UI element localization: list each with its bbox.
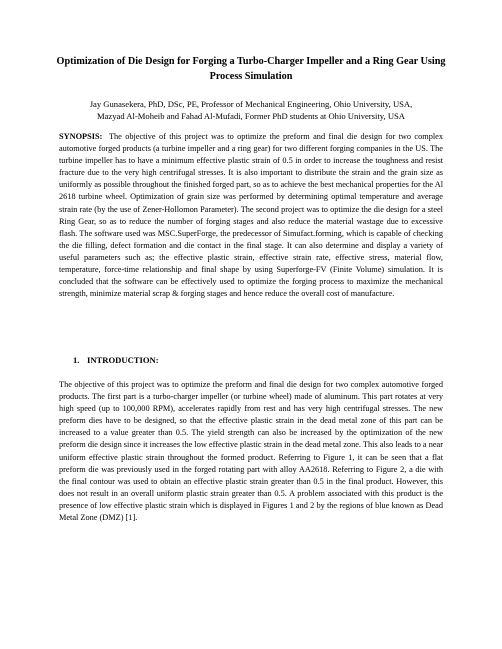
synopsis-label: SYNOPSIS: — [59, 132, 103, 141]
paper-title: Optimization of Die Design for Forging a Turbo-Charger Impeller and a Ring Gear Using Process Simulation — [56, 56, 446, 82]
authors-line-1: Jay Gunasekera, PhD, DSc, PE, Professor of Mechanical Engineering, Ohio University, USA, — [89, 99, 413, 109]
section-title: INTRODUCTION: — [87, 355, 159, 365]
author-block — [50, 98, 452, 123]
authors-line-2: Mazyad Al-Moheib and Fahad Al-Mufadi, Former PhD students at Ohio University, USA — [96, 111, 406, 122]
introduction-paragraph: The objective of this project was to optimize the preform and final die design for two complex automotive forged products. The first part is a turbo-charger impeller (or turbine wheel) made of aluminum. This part rotates at very high speed (up to 100,000 RPM), accelerates rapidly from rest and has very high centrifugal stresses. The new preform dies have to be designed, so that the effective plastic strain in the dead metal zone of this part can be increased to a value greater than 0.5. The yield strength can also be increased by the optimization of the new preform die design since it increases the low effective plastic strain in the dead metal zone. This also leads to a near uniform effective plastic strain throughout the formed product. Referring to Figure 1, it can be seen that a flat preform die was previously used in the forged rotating part with alloy AA2618. Referring to Figure 2, a die with the final contour was used to obtain an effective plastic strain greater than 0.5 in the final product. However, this does not result in an overall uniform plastic strain greater than 0.5. A problem associated with this product is the presence of low effective plastic strain which is displayed in Figures 1 and 2 by the regions of blue known as Dead Metal Zone (DMZ) [1]. — [59, 380, 443, 523]
section-number: 1. — [73, 355, 80, 365]
synopsis-text: The objective of this project was to optimize the preform and final die design for two complex automotive forged products (a turbine impeller and a ring gear) for two different forging companies in the US. The turbine impeller has to have a minimum effective plastic strain of 0.5 in order to increase the toughness and resist fracture due to the very high centrifugal stresses. It is also important to distribute the strain and the grain size as uniformly as possible throughout the finished forged part, so as to achieve the best mechanical properties for the Al 2618 turbine wheel. Optimization of grain size was performed by determining optimal temperature and average strain rate (by the use of Zener-Hollomon Parameter). The second project was to optimize the die design for a steel Ring Gear, so as to reduce the number of forging stages and also reduce the material wastage due to excessive flash. The software used was MSC.SuperForge, the predecessor of Simufact.forming, which is capable of checking the die filling, defect formation and die contact in the final stage. It can also determine and display a variety of useful parameters such as; the effective plastic strain, effective strain rate, effective stress, material flow, temperature, force-time relationship and final shape by using Superforge-FV (Finite Volume) simulation. It is concluded that the software can be effectively used to optimize the forging process to maximize the mechanical strength, minimize material scrap & forging stages and hence reduce the overall cost of manufacture. — [59, 132, 443, 299]
section-heading-introduction — [73, 355, 373, 366]
synopsis-paragraph — [59, 131, 443, 300]
